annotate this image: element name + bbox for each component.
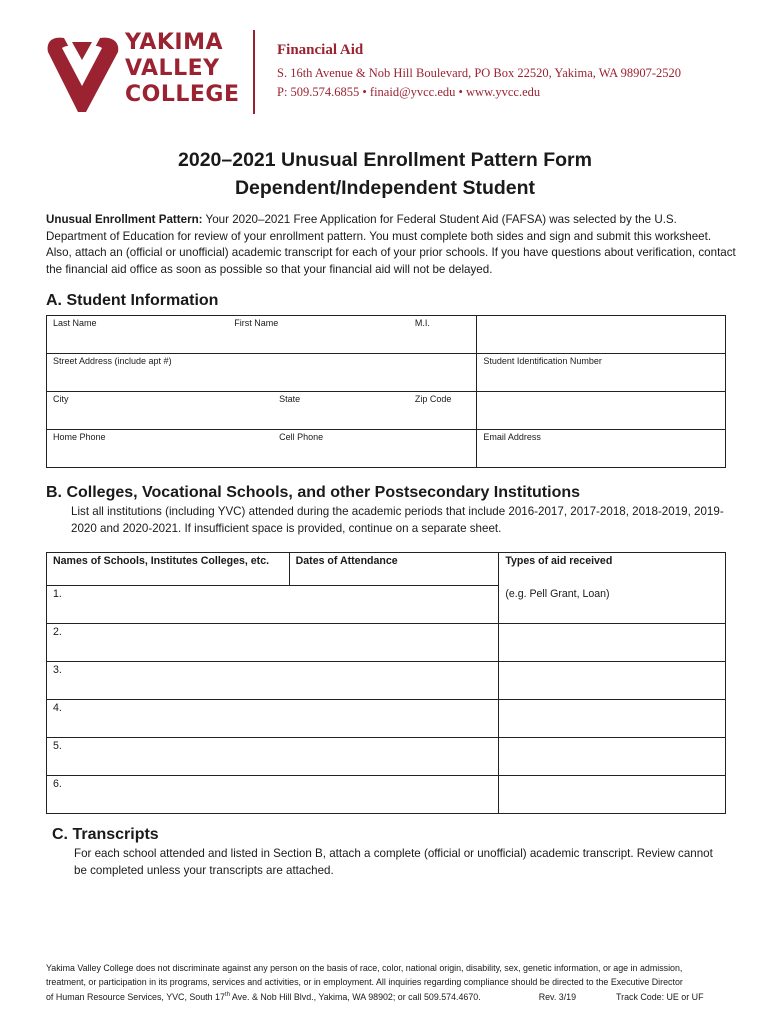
row-number: 4.	[53, 702, 62, 714]
section-b-text: List all institutions (including YVC) attended during the academic periods that include 2016-2017, 2017-2018, 2018-2019, 2019-2020 and 2020-2021. If insufficient space is provided, continue on a separate sheet.	[71, 505, 724, 535]
letterhead	[40, 28, 740, 118]
section-c-text: For each school attended and listed in Section B, attach a complete (official or unofficial) academic transcript. Review cannot be completed unless your transcripts are attached.	[74, 847, 713, 877]
mi-label: M.I.	[414, 318, 430, 328]
street-address-field[interactable]	[47, 354, 477, 392]
zip-label: Zip Code	[414, 394, 452, 404]
row-number: 5.	[53, 740, 62, 752]
school-row-5[interactable]	[47, 738, 499, 776]
form-title	[0, 146, 770, 202]
row-number: 6.	[53, 778, 62, 790]
yvc-v-logo-icon	[42, 32, 122, 116]
department-address	[277, 64, 681, 102]
aid-note-cell[interactable]	[499, 586, 726, 624]
aid-cell-3[interactable]	[499, 662, 726, 700]
first-name-field[interactable]	[228, 316, 409, 354]
department-name: Financial Aid	[277, 42, 364, 58]
form-title-line1: 2020–2021 Unusual Enrollment Pattern Form	[178, 149, 592, 171]
header-divider	[253, 30, 255, 114]
row-number: 1.	[53, 588, 62, 600]
col-header-school-names	[47, 553, 290, 586]
col-header-aid-text: Types of aid received	[505, 555, 613, 567]
last-name-label: Last Name	[53, 318, 97, 328]
nondiscrimination-footer	[46, 962, 726, 1004]
schools-table	[46, 552, 726, 814]
aid-cell-6[interactable]	[499, 776, 726, 814]
home-phone-field[interactable]	[47, 430, 274, 468]
school-row-2[interactable]	[47, 624, 499, 662]
zip-field[interactable]	[409, 392, 477, 430]
aid-cell-5[interactable]	[499, 738, 726, 776]
extra-field[interactable]	[477, 316, 726, 354]
logo-line-yakima: YAKIMA	[125, 30, 224, 55]
first-name-label: First Name	[234, 318, 279, 328]
col-header-aid-types	[499, 553, 726, 586]
state-field[interactable]	[273, 392, 409, 430]
aid-cell-4[interactable]	[499, 700, 726, 738]
footer-line-3b: Ave. & Nob Hill Blvd., Yakima, WA 98902; or call 509.574.4670.	[229, 991, 481, 1002]
aid-cell-2[interactable]	[499, 624, 726, 662]
row-number: 2.	[53, 626, 62, 638]
section-c-heading: C. Transcripts	[52, 826, 159, 843]
mi-field[interactable]	[409, 316, 477, 354]
city-label: City	[53, 394, 69, 404]
email-field[interactable]	[477, 430, 726, 468]
blank-field[interactable]	[477, 392, 726, 430]
form-title-line2: Dependent/Independent Student	[234, 177, 536, 199]
logo-line-valley: VALLEY	[125, 56, 220, 81]
contact-line: P: 509.574.6855 • finaid@yvcc.edu • www.yvcc.edu	[277, 85, 541, 99]
cell-phone-field[interactable]	[273, 430, 477, 468]
section-a-heading: A. Student Information	[46, 292, 219, 309]
school-row-1[interactable]	[47, 586, 499, 624]
school-row-4[interactable]	[47, 700, 499, 738]
email-label: Email Address	[483, 432, 541, 442]
footer-sup: th	[224, 992, 230, 998]
footer-line-3	[46, 989, 726, 1004]
intro-label: Unusual Enrollment Pattern:	[46, 213, 203, 226]
student-id-label: Student Identification Number	[483, 356, 602, 366]
student-info-table	[46, 315, 726, 468]
track-code: Track Code: UE or UF	[616, 991, 704, 1002]
logo-line-college: COLLEGE	[125, 82, 240, 107]
footer-line-1: Yakima Valley College does not discriminate against any person on the basis of race, color, national origin, disability, sex, genetic information, or age in admission,	[46, 963, 683, 973]
address-line: S. 16th Avenue & Nob Hill Boulevard, PO Box 22520, Yakima, WA 98907-2520	[277, 66, 682, 80]
logo-wordmark	[125, 30, 240, 108]
col-header-school-names-text: Names of Schools, Institutes Colleges, etc.	[53, 555, 270, 567]
school-row-3[interactable]	[47, 662, 499, 700]
aid-note: (e.g. Pell Grant, Loan)	[505, 587, 610, 600]
state-label: State	[279, 394, 301, 404]
col-header-dates-text: Dates of Attendance	[295, 555, 398, 567]
section-b-heading: B. Colleges, Vocational Schools, and other Postsecondary Institutions	[46, 484, 581, 501]
row-number: 3.	[53, 664, 62, 676]
revision-date: Rev. 3/19	[538, 991, 577, 1002]
cell-phone-label: Cell Phone	[279, 432, 324, 442]
last-name-field[interactable]	[47, 316, 229, 354]
col-header-dates	[289, 553, 499, 586]
intro-paragraph	[46, 212, 736, 278]
street-address-label: Street Address (include apt #)	[53, 356, 172, 366]
college-logo	[42, 30, 242, 116]
intro-text: Your 2020–2021 Free Application for Federal Student Aid (FAFSA) was selected by the U.S. Department of Education for review of your enrollment pattern. You must complete both sides and sign and submit this worksheet. Also, attach an (official or unofficial) academic transcript for each of your prior schools. If you have questions about verification, contact the financial aid office as soon as possible so that your financial aid will not be delayed.	[46, 213, 736, 276]
footer-line-3a: of Human Resource Services, YVC, South 17	[46, 991, 225, 1002]
school-row-6[interactable]	[47, 776, 499, 814]
footer-line-2: treatment, or participation in its programs, services and activities, or in employment. All inquiries regarding compliance should be directed to the Executive Director	[46, 976, 683, 987]
home-phone-label: Home Phone	[53, 432, 106, 442]
city-field[interactable]	[47, 392, 274, 430]
student-id-field[interactable]	[477, 354, 726, 392]
